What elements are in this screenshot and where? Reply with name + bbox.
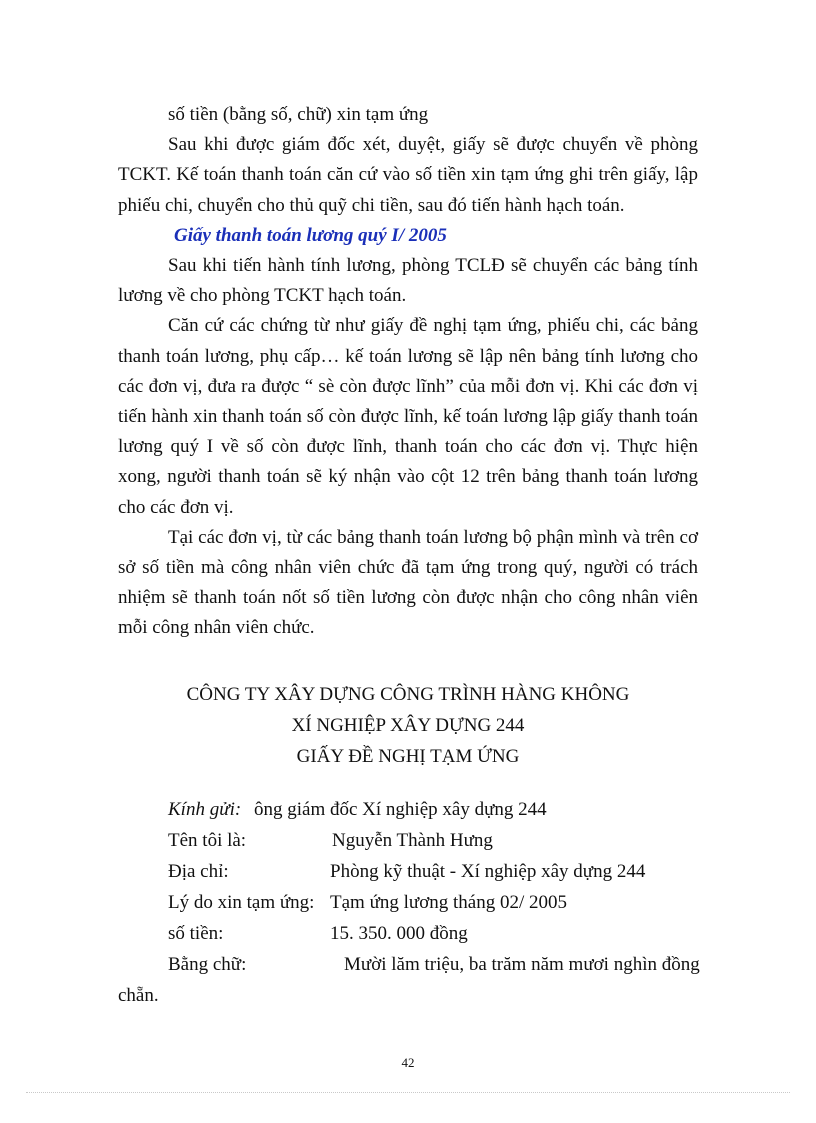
- section-heading: Giấy thanh toán lương quý I/ 2005: [174, 224, 447, 246]
- paragraph-payment-documents: Căn cứ các chứng từ như giấy đề nghị tạm ứng, phiếu chi, các bảng thanh toán lương, phụ cấp… kế toán lương sẽ lập nên bảng tính lương cho các đơn vị, đưa ra được “ sè còn được lĩnh” của mỗi đơn vị. Khi các đơn vị tiến hành xin thanh toán số còn được lĩnh, kế toán lương lập giấy thanh toán lương quý I về số còn được lĩnh, thanh toán cho các đơn vị. Thực hiện xong, người thanh toán sẽ ký nhận vào cột 12 trên bảng thanh toán lương cho các đơn vị.: [118, 315, 698, 518]
- address-value: Phòng kỹ thuật - Xí nghiệp xây dựng 244: [330, 861, 646, 882]
- form-header: [118, 679, 698, 772]
- paragraph-amount-request: số tiền (bằng số, chữ) xin tạm ứng: [168, 104, 429, 125]
- amount-label: số tiền:: [168, 923, 224, 944]
- form-fields: [118, 794, 698, 1011]
- reason-label: Lý do xin tạm ứng:: [168, 892, 315, 913]
- form-row-address: [118, 856, 698, 887]
- form-row-reason: [118, 887, 698, 918]
- form-row-amount: [118, 918, 698, 949]
- amount-words-tail: chẵn.: [118, 985, 159, 1006]
- form-row-name: [118, 825, 698, 856]
- company-name: CÔNG TY XÂY DỰNG CÔNG TRÌNH HÀNG KHÔNG: [186, 684, 630, 705]
- amount-words-label: Bằng chữ:: [168, 954, 247, 975]
- page-bottom-divider: [26, 1092, 790, 1093]
- paragraph-salary-calculation: Sau khi tiến hành tính lương, phòng TCLĐ sẽ chuyển các bảng tính lương về cho phòng TCKT hạch toán.: [118, 255, 698, 307]
- page-number: 42: [401, 1055, 415, 1070]
- form-row-greeting: [118, 794, 698, 825]
- amount-words-value: Mười lăm triệu, ba trăm năm mươi nghìn đồng: [344, 954, 700, 975]
- name-label: Tên tôi là:: [168, 830, 247, 851]
- name-value: Nguyễn Thành Hưng: [332, 830, 493, 851]
- greeting-value: ông giám đốc Xí nghiệp xây dựng 244: [254, 799, 547, 820]
- paragraph-unit-settlement: Tại các đơn vị, từ các bảng thanh toán lương bộ phận mình và trên cơ sở số tiền mà công nhân viên chức đã tạm ứng trong quý, người có trách nhiệm sẽ thanh toán nốt số tiền lương còn được nhận cho công nhân viên mỗi công nhân viên chức.: [118, 526, 698, 639]
- greeting-label: Kính gửi:: [168, 799, 242, 820]
- paragraph-approval-process: Sau khi được giám đốc xét, duyệt, giấy sẽ được chuyển về phòng TCKT. Kế toán thanh toán căn cứ vào số tiền xin tạm ứng ghi trên giấy, lập phiếu chi, chuyển cho thủ quỹ chi tiền, sau đó tiến hành hạch toán.: [118, 134, 698, 216]
- address-label: Địa chỉ:: [168, 861, 229, 882]
- reason-value: Tạm ứng lương tháng 02/ 2005: [330, 892, 567, 913]
- amount-value: 15. 350. 000 đồng: [330, 923, 468, 944]
- body-text: [118, 100, 698, 644]
- form-title: GIẤY ĐỀ NGHỊ TẠM ỨNG: [296, 746, 520, 767]
- enterprise-name: XÍ NGHIỆP XÂY DỰNG 244: [291, 715, 525, 736]
- form-row-amount-words: [118, 949, 698, 980]
